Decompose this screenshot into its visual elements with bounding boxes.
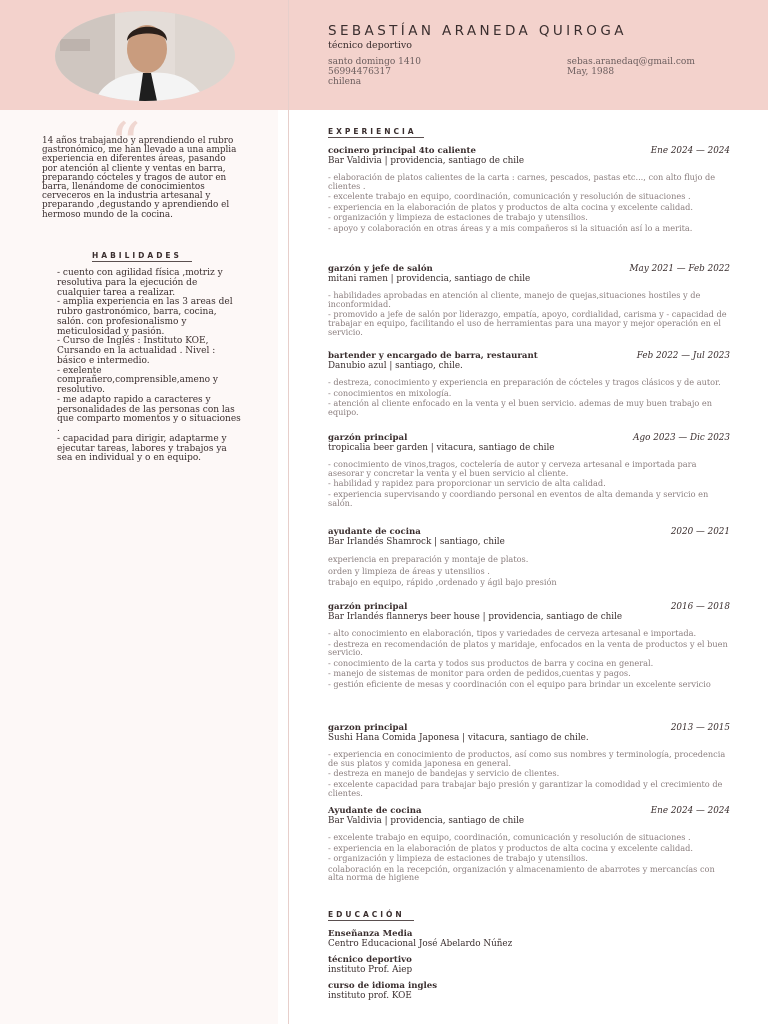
email-link[interactable]: sebas.aranedaq@gmail.com bbox=[567, 57, 695, 67]
job-entry bbox=[328, 351, 730, 418]
job-title: bartender y encargado de barra, restaurant bbox=[328, 351, 538, 361]
education-title-text: Enseñanza Media bbox=[328, 929, 413, 939]
job-company: mitani ramen | providencia, santiago de chile bbox=[328, 274, 531, 284]
skill-item: - amplia experiencia en las 3 areas del rubro gastronómico, barra, cocina, salón. con profesionalismo y meticulosidad y pasión. bbox=[57, 297, 233, 337]
job-title: Ayudante de cocina bbox=[328, 806, 422, 816]
address-text: santo domingo 1410 bbox=[328, 57, 422, 67]
job-bullet: trabajo en equipo, rápido ,ordenado y ágil bajo presión bbox=[328, 577, 557, 588]
skills-title: HABILIDADES bbox=[92, 251, 182, 260]
job-company: Danubio azul | santiago, chile. bbox=[328, 361, 463, 371]
job-bullets bbox=[328, 629, 730, 689]
profile-photo-image bbox=[55, 11, 235, 101]
job-bullet: - experiencia en la elaboración de platos y productos de alta cocina y excelente calidad. bbox=[328, 842, 693, 853]
education-title-text: técnico deportivo bbox=[328, 955, 412, 965]
nationality-text: chilena bbox=[328, 77, 362, 87]
job-bullet: - experiencia en la elaboración de platos y productos de alta cocina y excelente calidad. bbox=[328, 201, 693, 212]
job-bullet: - habilidades aprobadas en atención al cliente, manejo de quejas,situaciones hostiles y de inconformidad. bbox=[328, 290, 701, 309]
job-bullet: - destreza en manejo de bandejas y servicio de clientes. bbox=[328, 768, 560, 779]
job-company: Bar Valdivia | providencia, santiago de chile bbox=[328, 816, 525, 826]
sidebar-background bbox=[0, 110, 278, 1024]
job-entry bbox=[328, 723, 730, 799]
job-bullet: - alto conocimiento en elaboración, tipos y variedades de cerveza artesanal e importada. bbox=[328, 628, 697, 638]
job-title: garzón principal bbox=[328, 602, 408, 612]
birthdate-text: May, 1988 bbox=[567, 67, 615, 77]
skills-underline bbox=[92, 261, 192, 262]
job-bullets bbox=[328, 750, 730, 798]
job-dates: 2013 — 2015 bbox=[670, 723, 730, 733]
job-bullet: - atención al cliente enfocado en la venta y el buen servicio. ademas de muy buen trabajo en equipo. bbox=[328, 398, 713, 417]
job-company: Bar Irlandés Shamrock | santiago, chile bbox=[328, 537, 505, 547]
contact-right bbox=[567, 57, 695, 77]
experience-title: EXPERIENCIA bbox=[328, 127, 417, 136]
about-text: 14 años trabajando y aprendiendo el rubro gastronómico, me han llevado a una amplia experiencia en diferentes áreas, pasando por atención al cliente y ventas en barra, preparando cócteles y tragos de autor en barra, llenándome de conocimientos cerveceros en la industria artesanal y preparando ,degustando y aprendiendo el hermoso mundo de la cocina. bbox=[42, 136, 237, 220]
job-bullet: - conocimientos en mixología. bbox=[328, 387, 452, 398]
job-bullet: - promovido a jefe de salón por liderazgo, empatía, apoyo, cordialidad, carisma y - capacidad de trabajar en equipo, facilitando el uso de herramientas para una mayor y mejor operación en el servicio. bbox=[328, 309, 727, 338]
education-underline bbox=[328, 920, 414, 921]
education-entry bbox=[328, 929, 628, 949]
job-dates: Ago 2023 — Dic 2023 bbox=[633, 433, 730, 443]
education-entry bbox=[328, 955, 628, 975]
profile-photo bbox=[55, 11, 235, 101]
job-dates: 2020 — 2021 bbox=[670, 527, 730, 537]
job-bullet: - organización y limpieza de estaciones de trabajo y utensilios. bbox=[328, 853, 588, 863]
job-bullet: - conocimiento de vinos,tragos, coctelería de autor y cerveza artesanal e importada para asesorar y concretar la venta y el buen servicio al cliente. bbox=[328, 459, 697, 478]
candidate-subtitle: técnico deportivo bbox=[328, 40, 412, 51]
job-bullet: - manejo de sistemas de monitor para orden de pedidos,cuentas y pagos. bbox=[328, 668, 631, 679]
job-dates: 2016 — 2018 bbox=[670, 602, 730, 612]
job-entry bbox=[328, 806, 730, 884]
column-divider bbox=[288, 0, 289, 1024]
skills-list bbox=[57, 269, 242, 464]
phone-text: 56994476317 bbox=[328, 67, 391, 77]
skill-item: - exelente comprañero,comprensible,ameno y resolutivo. bbox=[57, 365, 219, 395]
job-dates: Feb 2022 — Jul 2023 bbox=[636, 351, 730, 361]
job-title: garzon principal bbox=[328, 723, 408, 733]
skill-item: - capacidad para dirigir, adaptarme y ejecutar tareas, labores y trabajos ya sea en individual y o en equipo. bbox=[57, 433, 227, 464]
job-bullet: experiencia en preparación y montaje de platos. bbox=[328, 554, 529, 564]
job-title: ayudante de cocina bbox=[328, 527, 421, 537]
job-bullet: - habilidad y rapidez para proporcionar un servicio de alta calidad. bbox=[328, 478, 606, 489]
job-bullet: - apoyo y colaboración en otras áreas y a mis compañeros si la situación así lo a merita. bbox=[328, 222, 693, 233]
education-title: EDUCACIÓN bbox=[328, 910, 405, 919]
job-bullet: - excelente trabajo en equipo, coordinación, comunicación y resolución de situaciones . bbox=[328, 832, 691, 842]
job-bullet: - conocimiento de la carta y todos sus productos de barra y cocina en general. bbox=[328, 657, 654, 668]
job-bullets bbox=[328, 173, 730, 233]
job-company: Bar Irlandés flannerys beer house | providencia, santiago de chile bbox=[328, 612, 623, 622]
job-bullets bbox=[328, 378, 730, 417]
job-entry bbox=[328, 602, 730, 690]
job-bullet: - destreza, conocimiento y experiencia en preparación de cócteles y tragos clásicos y de autor. bbox=[328, 377, 721, 387]
job-entry bbox=[328, 146, 730, 234]
job-company: Sushi Hana Comida Japonesa | vitacura, santiago de chile. bbox=[328, 733, 589, 743]
job-bullet: - experiencia en conocimiento de productos, así como sus nombres y terminología, procedencia de sus platos y comida japonesa en general. bbox=[328, 749, 726, 768]
job-bullets bbox=[328, 833, 730, 882]
education-institution: instituto Prof. Aiep bbox=[328, 965, 413, 975]
job-bullets bbox=[328, 554, 730, 587]
job-bullet: - destreza en recomendación de platos y maridaje, enfocados en la venta de productos y el buen servicio. bbox=[328, 638, 728, 658]
job-bullet: - elaboración de platos calientes de la carta : carnes, pescados, pastas etc..., con alto flujo de clientes . bbox=[328, 172, 716, 191]
job-dates: Ene 2024 — 2024 bbox=[650, 806, 730, 816]
job-dates: May 2021 — Feb 2022 bbox=[629, 264, 730, 274]
job-bullet: orden y limpieza de áreas y utensilios . bbox=[328, 565, 490, 576]
job-title: garzón principal bbox=[328, 433, 408, 443]
job-bullet: - excelente capacidad para trabajar bajo presión y garantizar la comodidad y el crecimiento de clientes. bbox=[328, 778, 723, 798]
job-company: tropicalia beer garden | vitacura, santiago de chile bbox=[328, 443, 555, 453]
job-entry bbox=[328, 527, 730, 589]
contact-left bbox=[328, 57, 421, 87]
quote-mark-icon: “ bbox=[110, 110, 141, 180]
job-company: Bar Valdivia | providencia, santiago de chile bbox=[328, 156, 525, 166]
education-institution: Centro Educacional José Abelardo Núñez bbox=[328, 939, 513, 949]
job-bullets bbox=[328, 460, 730, 508]
job-title: cocinero principal 4to caliente bbox=[328, 146, 476, 156]
job-bullets bbox=[328, 291, 730, 337]
education-entry bbox=[328, 981, 628, 1001]
skill-item: - Curso de Inglés : Instituto KOE, Cursando en la actualidad . Nivel : básico e intermedio. bbox=[57, 336, 216, 366]
job-bullet: - gestión eficiente de mesas y coordinación con el equipo para brindar un excelente servicio bbox=[328, 678, 711, 689]
job-entry bbox=[328, 264, 730, 339]
job-entry bbox=[328, 433, 730, 509]
skill-item: - cuento con agilidad física ,motriz y resolutiva para la ejecución de cualquier tarea a realizar. bbox=[57, 268, 223, 298]
job-dates: Ene 2024 — 2024 bbox=[650, 146, 730, 156]
candidate-name: SEBASTÍAN ARANEDA QUIROGA bbox=[328, 23, 627, 39]
job-bullet: - excelente trabajo en equipo, coordinación, comunicación y resolución de situaciones . bbox=[328, 191, 691, 202]
experience-underline bbox=[328, 137, 424, 138]
job-title: garzón y jefe de salón bbox=[328, 264, 433, 274]
job-bullet: - experiencia supervisando y coordiando personal en eventos de alta demanda y servicio en salón. bbox=[328, 488, 709, 508]
education-institution: instituto prof. KOE bbox=[328, 991, 412, 1001]
job-bullet: - organización y limpieza de estaciones de trabajo y utensilios. bbox=[328, 212, 588, 223]
skill-item: - me adapto rapido a caracteres y personalidades de las personas con las que comparto momentos y o situaciones . bbox=[57, 394, 241, 434]
education-title-text: curso de idioma ingles bbox=[328, 981, 438, 991]
job-bullet: colaboración en la recepción, organización y almacenamiento de abarrotes y mercancías con alta norma de higiene bbox=[328, 863, 715, 883]
